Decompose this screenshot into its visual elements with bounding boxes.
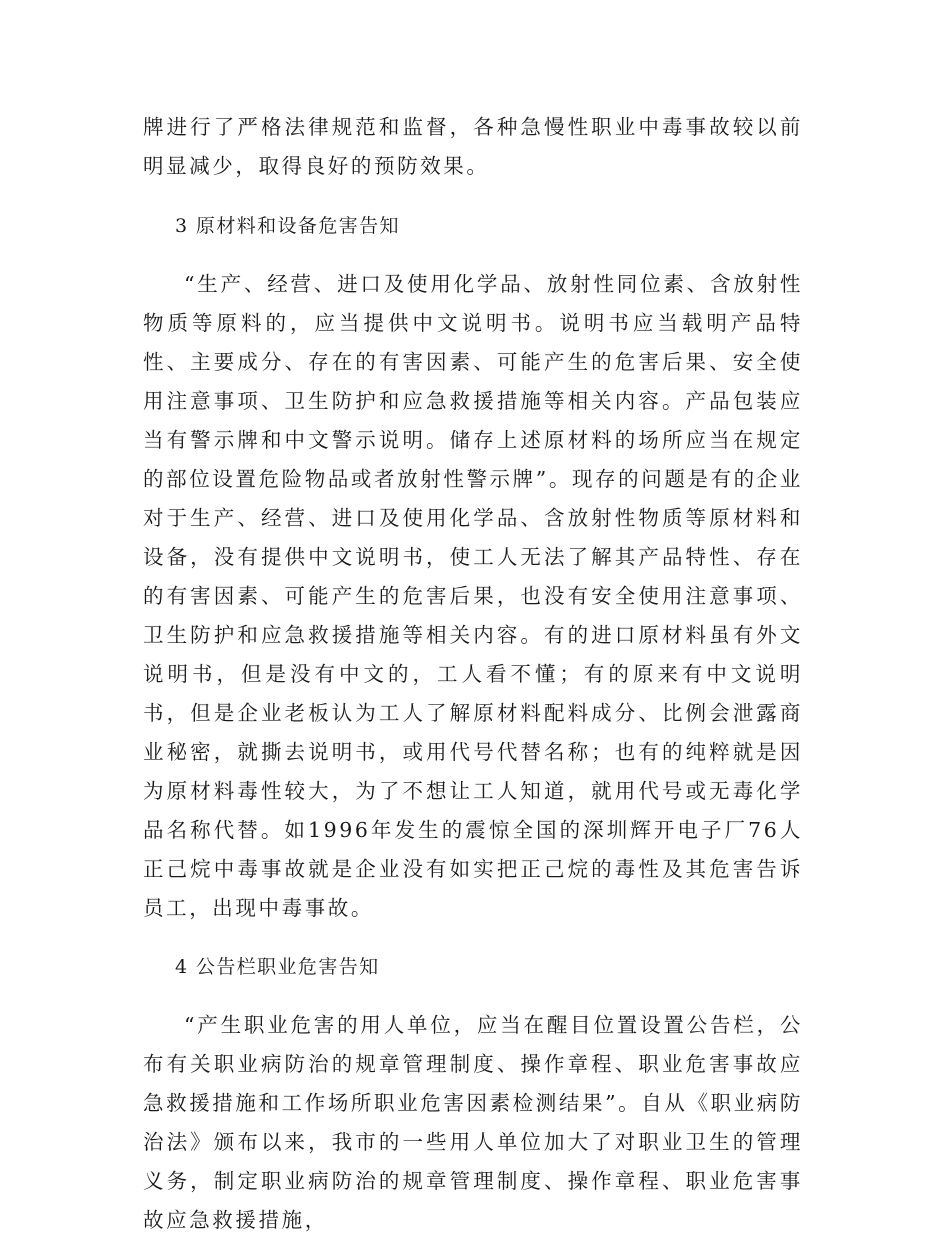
section-heading-bulletin-board: 4 公告栏职业危害告知 (175, 956, 380, 978)
paragraph-raw-materials: “生产、经营、进口及使用化学品、放射性同位素、含放射性物质等原料的，应当提供中文说明书。说明书应当载明产品特性、主要成分、存在的有害因素、可能产生的危害后果、安全使用注意事项、卫生防护和应急救援措施等相关内容。产品包装应当有警示牌和中文警示说明。储存上述原材料的场所应当在规定的部位设置危险物品或者放射性警示牌”。现存的问题是有的企业对于生产、经营、进口及使用化学品、含放射性物质等原材料和设备，没有提供中文说明书，使工人无法了解其产品特性、存在的有害因素、可能产生的危害后果，也没有安全使用注意事项、卫生防护和应急救援措施等相关内容。有的进口原材料虽有外文说明书，但是没有中文的，工人看不懂；有的原来有中文说明书，但是企业老板认为工人了解原材料配料成分、比例会泄露商业秘密，就撕去说明书，或用代号代替名称；也有的纯粹就是因为原材料毒性较大，为了不想让工人知道，就用代号或无毒化学品名称代替。如1996年发生的震惊全国的深圳辉开电子厂76人正己烷中毒事故就是企业没有如实把正己烷的毒性及其危害告诉员工，出现中毒事故。 (143, 272, 803, 920)
paragraph-continued: 牌进行了严格法律规范和监督，各种急慢性职业中毒事故较以前明显减少，取得良好的预防效果。 (143, 115, 803, 178)
paragraph-bulletin-board: “产生职业危害的用人单位，应当在醒目位置设置公告栏，公布有关职业病防治的规章管理制度、操作章程、职业危害事故应急救援措施和工作场所职业危害因素检测结果”。自从《职业病防治法》颁布以来，我市的一些用人单位加大了对职业卫生的管理义务，制定职业病防治的规章管理制度、操作章程、职业危害事故应急救援措施， (143, 1013, 803, 1232)
section-heading-raw-materials: 3 原材料和设备危害告知 (175, 215, 400, 237)
document-body (143, 108, 803, 1240)
